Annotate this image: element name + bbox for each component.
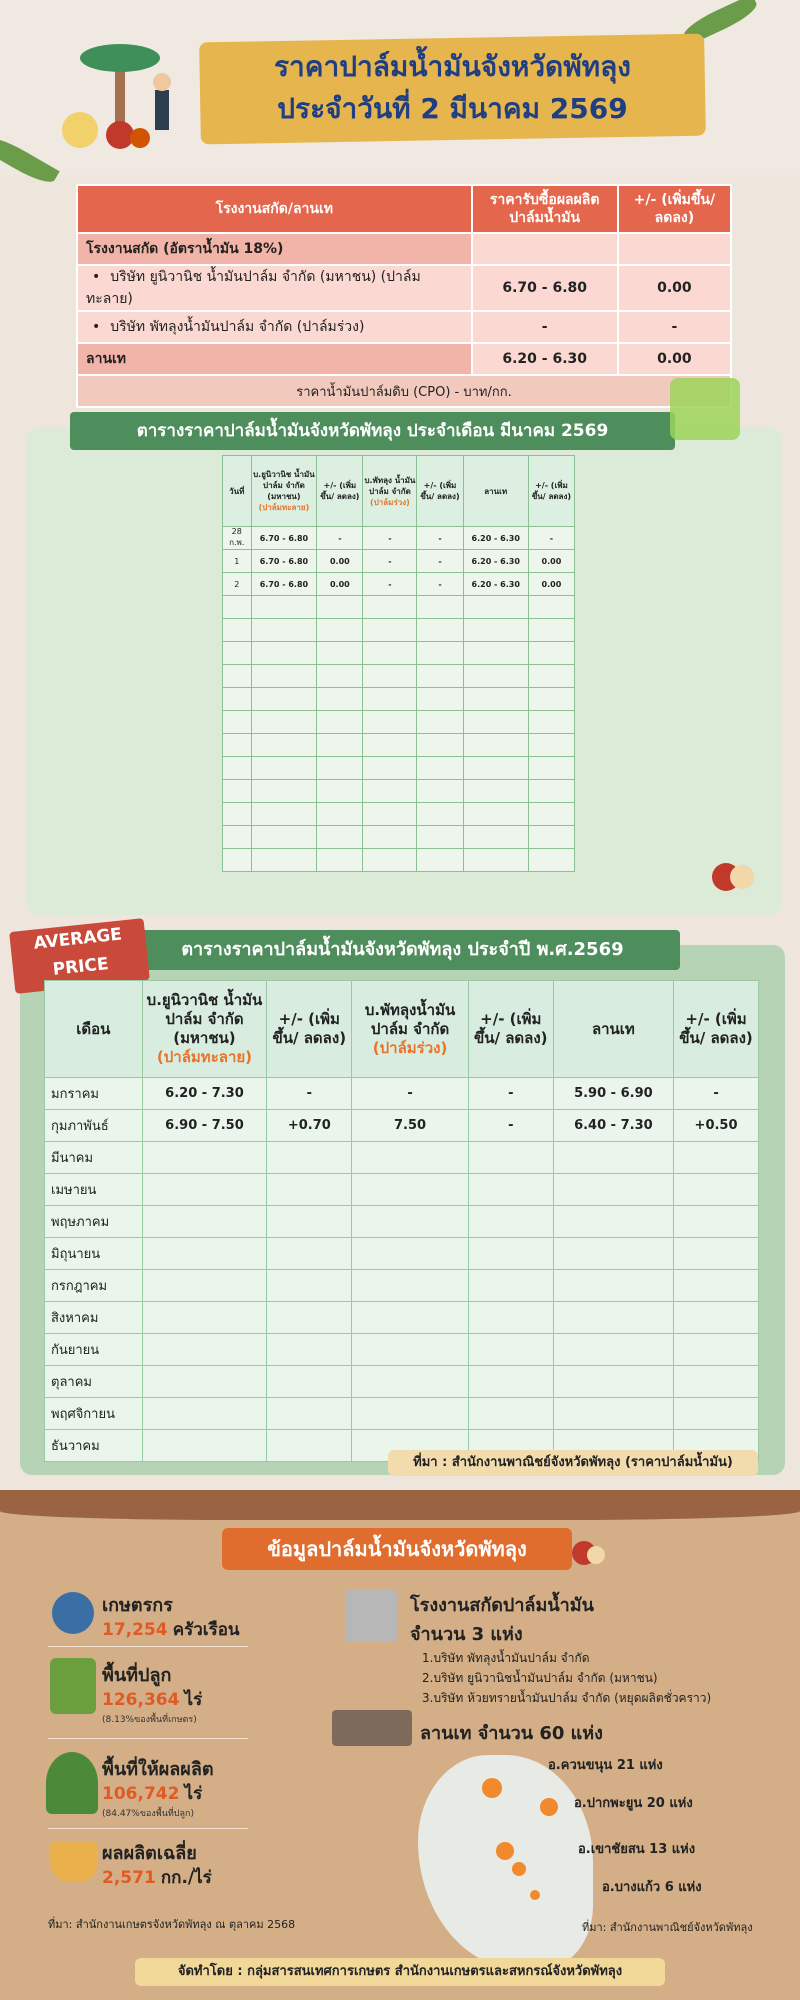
col-yard: ลานเท [463, 456, 528, 527]
col-change-3: +/- (เพิ่มขึ้น/ ลดลง) [674, 981, 759, 1078]
district-marker [482, 1778, 502, 1798]
divider [48, 1646, 248, 1647]
table-row: กันยายน [45, 1334, 759, 1366]
table-row [223, 596, 575, 619]
district-marker [496, 1842, 514, 1860]
list-item: 2.บริษัท ยูนิวานิชน้ำมันปาล์ม จำกัด (มหาชน) [422, 1671, 658, 1685]
table-row [223, 734, 575, 757]
table-row: มิถุนายน [45, 1238, 759, 1270]
mill-univanich: • บริษัท ยูนิวานิช น้ำมันปาล์ม จำกัด (มหาชน) (ปาล์มทะลาย) [77, 265, 472, 311]
col-univanich: บ.ยูนิวานิช น้ำมันปาล์ม จำกัด (มหาชน) (ปาล์มทะลาย) [251, 456, 317, 527]
table-row: เมษายน [45, 1174, 759, 1206]
planted-label: พื้นที่ปลูก [102, 1665, 172, 1686]
left-source: ที่มา: สำนักงานเกษตรจังหวัดพัทลุง ณ ตุลาคม 2568 [48, 1918, 296, 1931]
header-change: +/- (เพิ่มขึ้น/ลดลง) [618, 185, 731, 233]
palm-fruit-icon [710, 855, 756, 895]
mills-title: โรงงานสกัดปาล์มน้ำมัน จำนวน 3 แห่ง [410, 1595, 594, 1645]
col-day: วันที่ [223, 456, 252, 527]
table-row: กุมภาพันธ์ 6.90 - 7.50 +0.70 7.50 - 6.40 - 7.30 +0.50 [45, 1110, 759, 1142]
district-marker [540, 1798, 558, 1816]
divider [48, 1828, 248, 1829]
yearly-source: ที่มา : สำนักงานพาณิชย์จังหวัดพัทลุง (ราคาปาล์มน้ำมัน) [388, 1450, 758, 1476]
col-change-3: +/- (เพิ่มขึ้น/ ลดลง) [528, 456, 574, 527]
table-row: ธันวาคม [45, 1430, 759, 1462]
monthly-banner: ตารางราคาปาล์มน้ำมันจังหวัดพัทลุง ประจำเดือน มีนาคม 2569 [70, 412, 675, 450]
col-change-1: +/- (เพิ่มขึ้น/ ลดลง) [317, 456, 363, 527]
yearly-banner: ตารางราคาปาล์มน้ำมันจังหวัดพัทลุง ประจำปี พ.ศ.2569 [125, 930, 680, 970]
avg-yield-label: ผลผลิตเฉลี่ย [102, 1843, 197, 1864]
price-yards: 6.20 - 6.30 [472, 343, 618, 375]
section-mills: โรงงานสกัด (อัตราน้ำมัน 18%) [77, 233, 472, 265]
planted-stat: 126,364 ไร่ [102, 1690, 203, 1710]
table-row: 2 6.70 - 6.80 0.00 - - 6.20 - 6.30 0.00 [223, 573, 575, 596]
table-row: 28 ก.พ. 6.70 - 6.80 - - - 6.20 - 6.30 - [223, 527, 575, 550]
palm-farmer-illustration [60, 20, 190, 160]
table-row [223, 619, 575, 642]
col-yard: ลานเท [553, 981, 673, 1078]
table-row [223, 826, 575, 849]
col-phatthalung: บ.พัทลุงน้ำมันปาล์ม จำกัด (ปาล์มร่วง) [352, 981, 469, 1078]
wheelbarrow-icon [50, 1842, 98, 1882]
monthly-price-table [222, 455, 575, 872]
farmer-icon [52, 1592, 94, 1634]
farmers-label: เกษตรกร [102, 1595, 173, 1616]
yearly-price-table [44, 980, 759, 1462]
page-title: ราคาปาล์มน้ำมันจังหวัดพัทลุง ประจำวันที่ 2 มีนาคม 2569 [274, 50, 631, 125]
divider [48, 1738, 248, 1739]
price-phatthalung: - [472, 311, 618, 343]
col-univanich: บ.ยูนิวานิช น้ำมันปาล์ม จำกัด (มหาชน) (ปาล์มทะลาย) [142, 981, 267, 1078]
table-row: มีนาคม [45, 1142, 759, 1174]
col-phatthalung: บ.พัทลุง น้ำมันปาล์ม จำกัด (ปาล์มร่วง) [363, 456, 417, 527]
change-univanich: 0.00 [618, 265, 731, 311]
table-row: มกราคม 6.20 - 7.30 - - - 5.90 - 6.90 - [45, 1078, 759, 1110]
district-label: อ.ปากพะยูน 20 แห่ง [574, 1796, 693, 1811]
table-row [223, 849, 575, 872]
yield-area-stat: 106,742 ไร่ [102, 1784, 203, 1804]
table-row: พฤษภาคม [45, 1206, 759, 1238]
change-yards: 0.00 [618, 343, 731, 375]
list-item: 3.บริษัท ห้วยทรายน้ำมันปาล์ม จำกัด (หยุดผลิตชั่วคราว) [422, 1691, 712, 1705]
table-row: ตุลาคม [45, 1366, 759, 1398]
change-phatthalung: - [618, 311, 731, 343]
table-row [223, 688, 575, 711]
yield-area-note: (84.47%ของพื้นที่ปลูก) [102, 1809, 194, 1819]
table-row [223, 711, 575, 734]
mills-list [422, 1648, 711, 1708]
table-row [223, 780, 575, 803]
checklist-icon [670, 378, 740, 440]
table-row [223, 665, 575, 688]
table-row: สิงหาคม [45, 1302, 759, 1334]
section-yards: ลานเท [77, 343, 472, 375]
table-row: 1 6.70 - 6.80 0.00 - - 6.20 - 6.30 0.00 [223, 550, 575, 573]
ground-decoration [0, 1490, 800, 1520]
average-price-badge: AVERAGE PRICE [9, 918, 150, 994]
palm-plantation-icon [50, 1658, 96, 1714]
district-label: อ.บางแก้ว 6 แห่ง [602, 1880, 702, 1895]
farmers-stat: 17,254 ครัวเรือน [102, 1620, 240, 1640]
col-month: เดือน [45, 981, 143, 1078]
table-row [223, 803, 575, 826]
col-change-2: +/- (เพิ่มขึ้น/ ลดลง) [468, 981, 553, 1078]
header-mill: โรงงานสกัด/ลานเท [77, 185, 472, 233]
cpo-footnote: ราคาน้ำมันปาล์มดิบ (CPO) - บาท/กก. [77, 375, 731, 407]
list-item: 1.บริษัท พัทลุงน้ำมันปาล์ม จำกัด [422, 1651, 590, 1665]
col-change-1: +/- (เพิ่มขึ้น/ ลดลง) [267, 981, 352, 1078]
right-source: ที่มา: สำนักงานพาณิชย์จังหวัดพัทลุง [582, 1921, 753, 1934]
table-row: พฤศจิกายน [45, 1398, 759, 1430]
table-row [223, 642, 575, 665]
mill-phatthalung: • บริษัท พัทลุงน้ำมันปาล์ม จำกัด (ปาล์มร่วง) [77, 311, 472, 343]
col-change-2: +/- (เพิ่มขึ้น/ ลดลง) [417, 456, 463, 527]
info-title: ข้อมูลปาล์มน้ำมันจังหวัดพัทลุง [222, 1528, 572, 1570]
district-marker [530, 1890, 540, 1900]
table-row: กรกฎาคม [45, 1270, 759, 1302]
footer-credit: จัดทำโดย : กลุ่มสารสนเทศการเกษตร สำนักงานเกษตรและสหกรณ์จังหวัดพัทลุง [135, 1958, 665, 1986]
district-label: อ.เขาชัยสน 13 แห่ง [578, 1842, 696, 1857]
palm-fruit-icon [570, 1535, 606, 1571]
header-price: ราคารับซื้อผลผลิต ปาล์มน้ำมัน [472, 185, 618, 233]
planted-note: (8.13%ของพื้นที่เกษตร) [102, 1715, 197, 1725]
yards-title: ลานเท จำนวน 60 แห่ง [420, 1723, 603, 1744]
district-label: อ.ควนขนุน 21 แห่ง [548, 1758, 663, 1773]
district-marker [512, 1862, 526, 1876]
truck-icon [332, 1710, 412, 1746]
daily-price-table [76, 184, 732, 408]
factory-icon [345, 1590, 397, 1642]
palm-tree-icon [46, 1752, 98, 1814]
yield-area-label: พื้นที่ให้ผลผลิต [102, 1759, 214, 1780]
table-row [223, 757, 575, 780]
price-univanich: 6.70 - 6.80 [472, 265, 618, 311]
avg-yield-stat: 2,571 กก./ไร่ [102, 1868, 212, 1888]
